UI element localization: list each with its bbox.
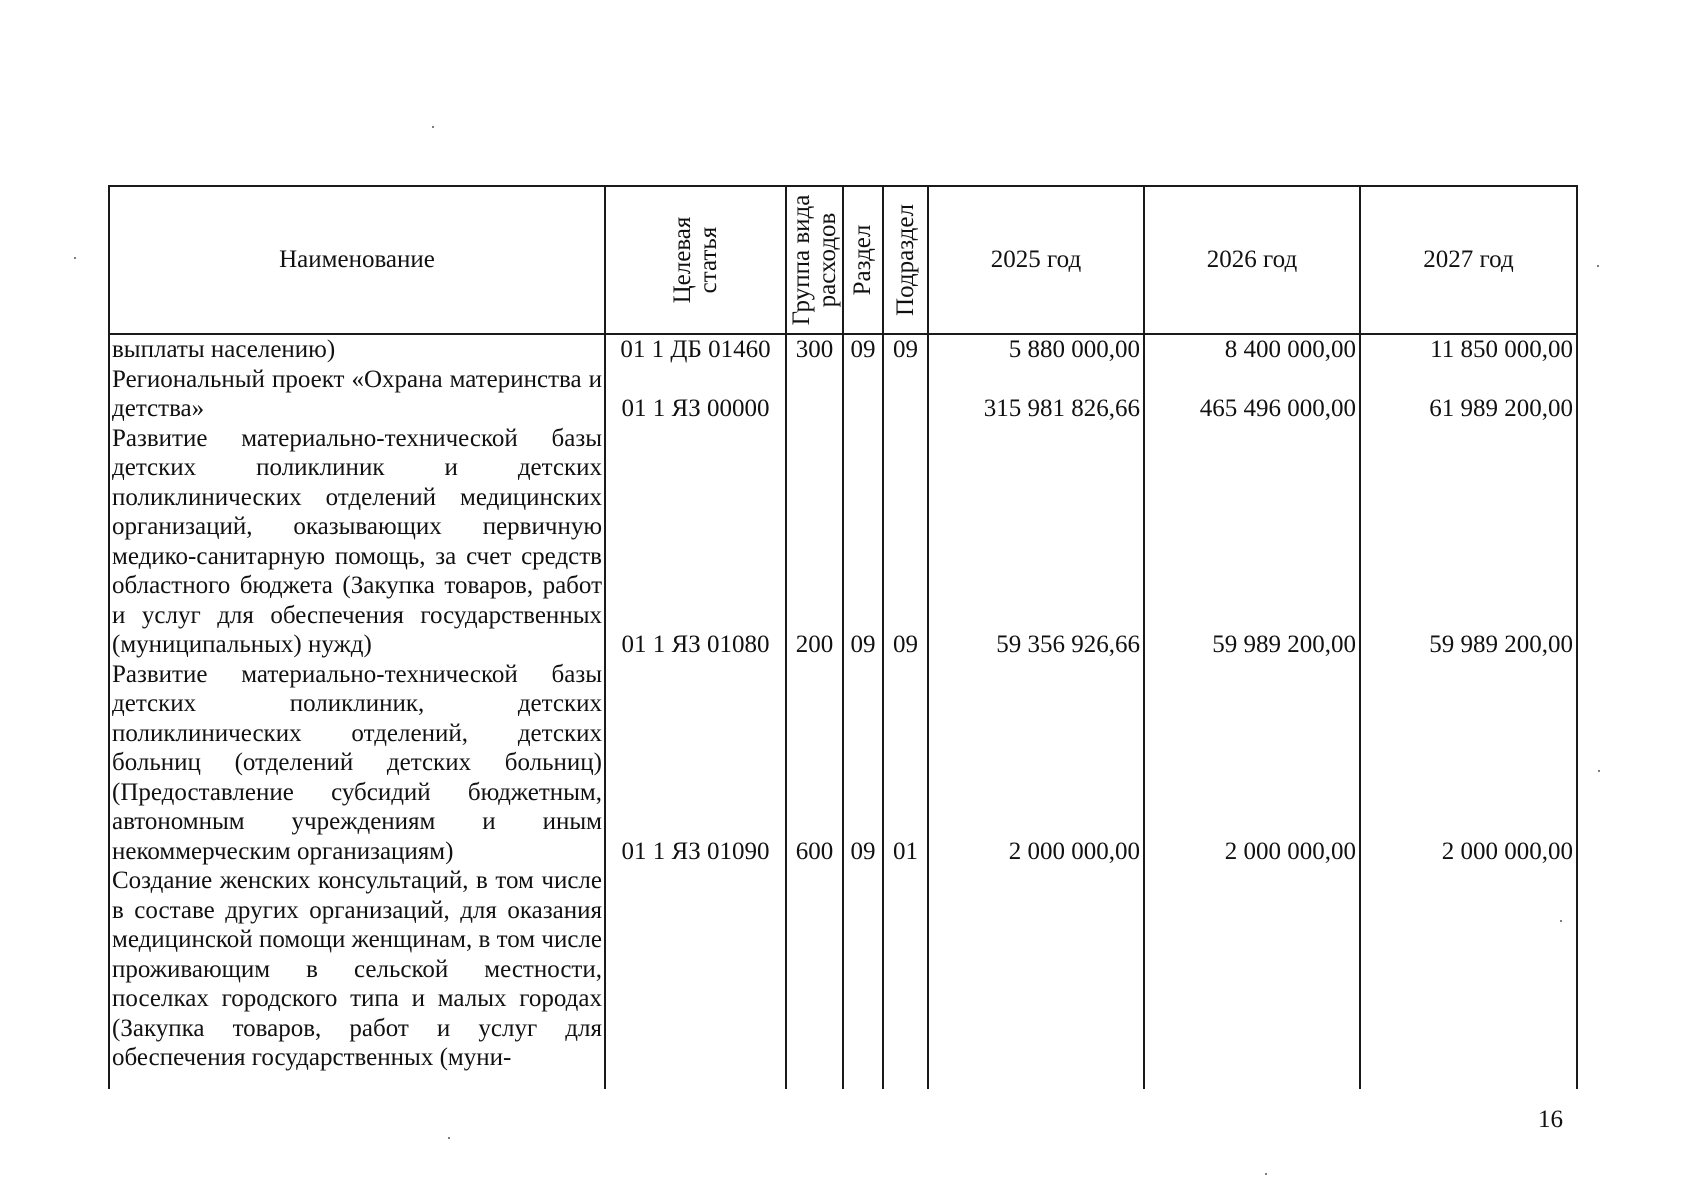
header-year-2027: 2027 год <box>1360 186 1577 334</box>
row-amount-2026 <box>1144 866 1360 1073</box>
table-row <box>109 866 1577 1073</box>
row-target-article <box>605 866 786 1073</box>
scan-speck <box>74 257 76 259</box>
row-subsection: 09 <box>883 424 928 660</box>
row-name: Развитие материально-технической базы детских поликлиник, детских поликлинических отделений, детских больниц (отделений детских больниц) (Предоставление субсидий бюджетным, автономным учреждениям и иным некоммерческим организациям) <box>109 660 605 867</box>
row-amount-2027: 61 989 200,00 <box>1360 365 1577 424</box>
row-target-article: 01 1 ЯЗ 01090 <box>605 660 786 867</box>
row-subsection: 09 <box>883 334 928 365</box>
row-amount-2027: 59 989 200,00 <box>1360 424 1577 660</box>
table-row <box>109 660 1577 867</box>
row-amount-2026: 465 496 000,00 <box>1144 365 1360 424</box>
row-name: Создание женских консультаций, в том числе в составе других организаций, для оказания медицинской помощи женщинам, в том числе проживающим в сельской местности, поселках городского типа и малых городах (Закупка товаров, работ и услуг для обеспечения государственных (муни- <box>109 866 605 1073</box>
header-year-2025: 2025 год <box>928 186 1144 334</box>
row-name: Развитие материально-технической базы детских поликлиник и детских поликлинических отделений медицинских организаций, оказывающих первичную медико-санитарную помощь, за счет средств областного бюджета (Закупка товаров, работ и услуг для обеспечения государственных (муниципальных) нужд) <box>109 424 605 660</box>
row-amount-2027: 11 850 000,00 <box>1360 334 1577 365</box>
row-expense-group: 600 <box>786 660 843 867</box>
row-subsection: 01 <box>883 660 928 867</box>
row-amount-2025: 2 000 000,00 <box>928 660 1144 867</box>
row-expense-group: 200 <box>786 424 843 660</box>
header-target-article: Целевая статья <box>605 186 786 334</box>
row-target-article: 01 1 ДБ 01460 <box>605 334 786 365</box>
row-expense-group <box>786 365 843 424</box>
scan-speck <box>1598 770 1600 772</box>
budget-table <box>108 185 1578 1089</box>
row-subsection <box>883 365 928 424</box>
scan-speck <box>1265 1173 1267 1175</box>
header-section: Раздел <box>843 186 883 334</box>
row-amount-2026: 2 000 000,00 <box>1144 660 1360 867</box>
row-amount-2026: 8 400 000,00 <box>1144 334 1360 365</box>
scan-speck <box>1560 920 1562 922</box>
row-amount-2025: 315 981 826,66 <box>928 365 1144 424</box>
row-section <box>843 365 883 424</box>
page-number: 16 <box>1538 1106 1563 1133</box>
row-section: 09 <box>843 660 883 867</box>
row-amount-2027: 2 000 000,00 <box>1360 660 1577 867</box>
row-amount-2025: 5 880 000,00 <box>928 334 1144 365</box>
row-section <box>843 866 883 1073</box>
row-subsection <box>883 866 928 1073</box>
scan-speck <box>448 1137 450 1139</box>
row-target-article: 01 1 ЯЗ 00000 <box>605 365 786 424</box>
table-header-row <box>109 186 1577 334</box>
table-row <box>109 334 1577 365</box>
row-expense-group: 300 <box>786 334 843 365</box>
header-subsection: Подраздел <box>883 186 928 334</box>
scan-speck <box>432 126 434 128</box>
table-row-tail <box>109 1073 1577 1089</box>
row-amount-2025: 59 356 926,66 <box>928 424 1144 660</box>
header-expense-group: Группа вида расходов <box>786 186 843 334</box>
row-name: выплаты населению) <box>109 334 605 365</box>
row-target-article: 01 1 ЯЗ 01080 <box>605 424 786 660</box>
row-section: 09 <box>843 424 883 660</box>
row-section: 09 <box>843 334 883 365</box>
row-name: Региональный проект «Охрана материнства и детства» <box>109 365 605 424</box>
table-row <box>109 365 1577 424</box>
row-amount-2025 <box>928 866 1144 1073</box>
row-amount-2027 <box>1360 866 1577 1073</box>
header-year-2026: 2026 год <box>1144 186 1360 334</box>
row-expense-group <box>786 866 843 1073</box>
row-amount-2026: 59 989 200,00 <box>1144 424 1360 660</box>
scan-speck <box>1597 265 1599 267</box>
table-row <box>109 424 1577 660</box>
header-name: Наименование <box>109 186 605 334</box>
